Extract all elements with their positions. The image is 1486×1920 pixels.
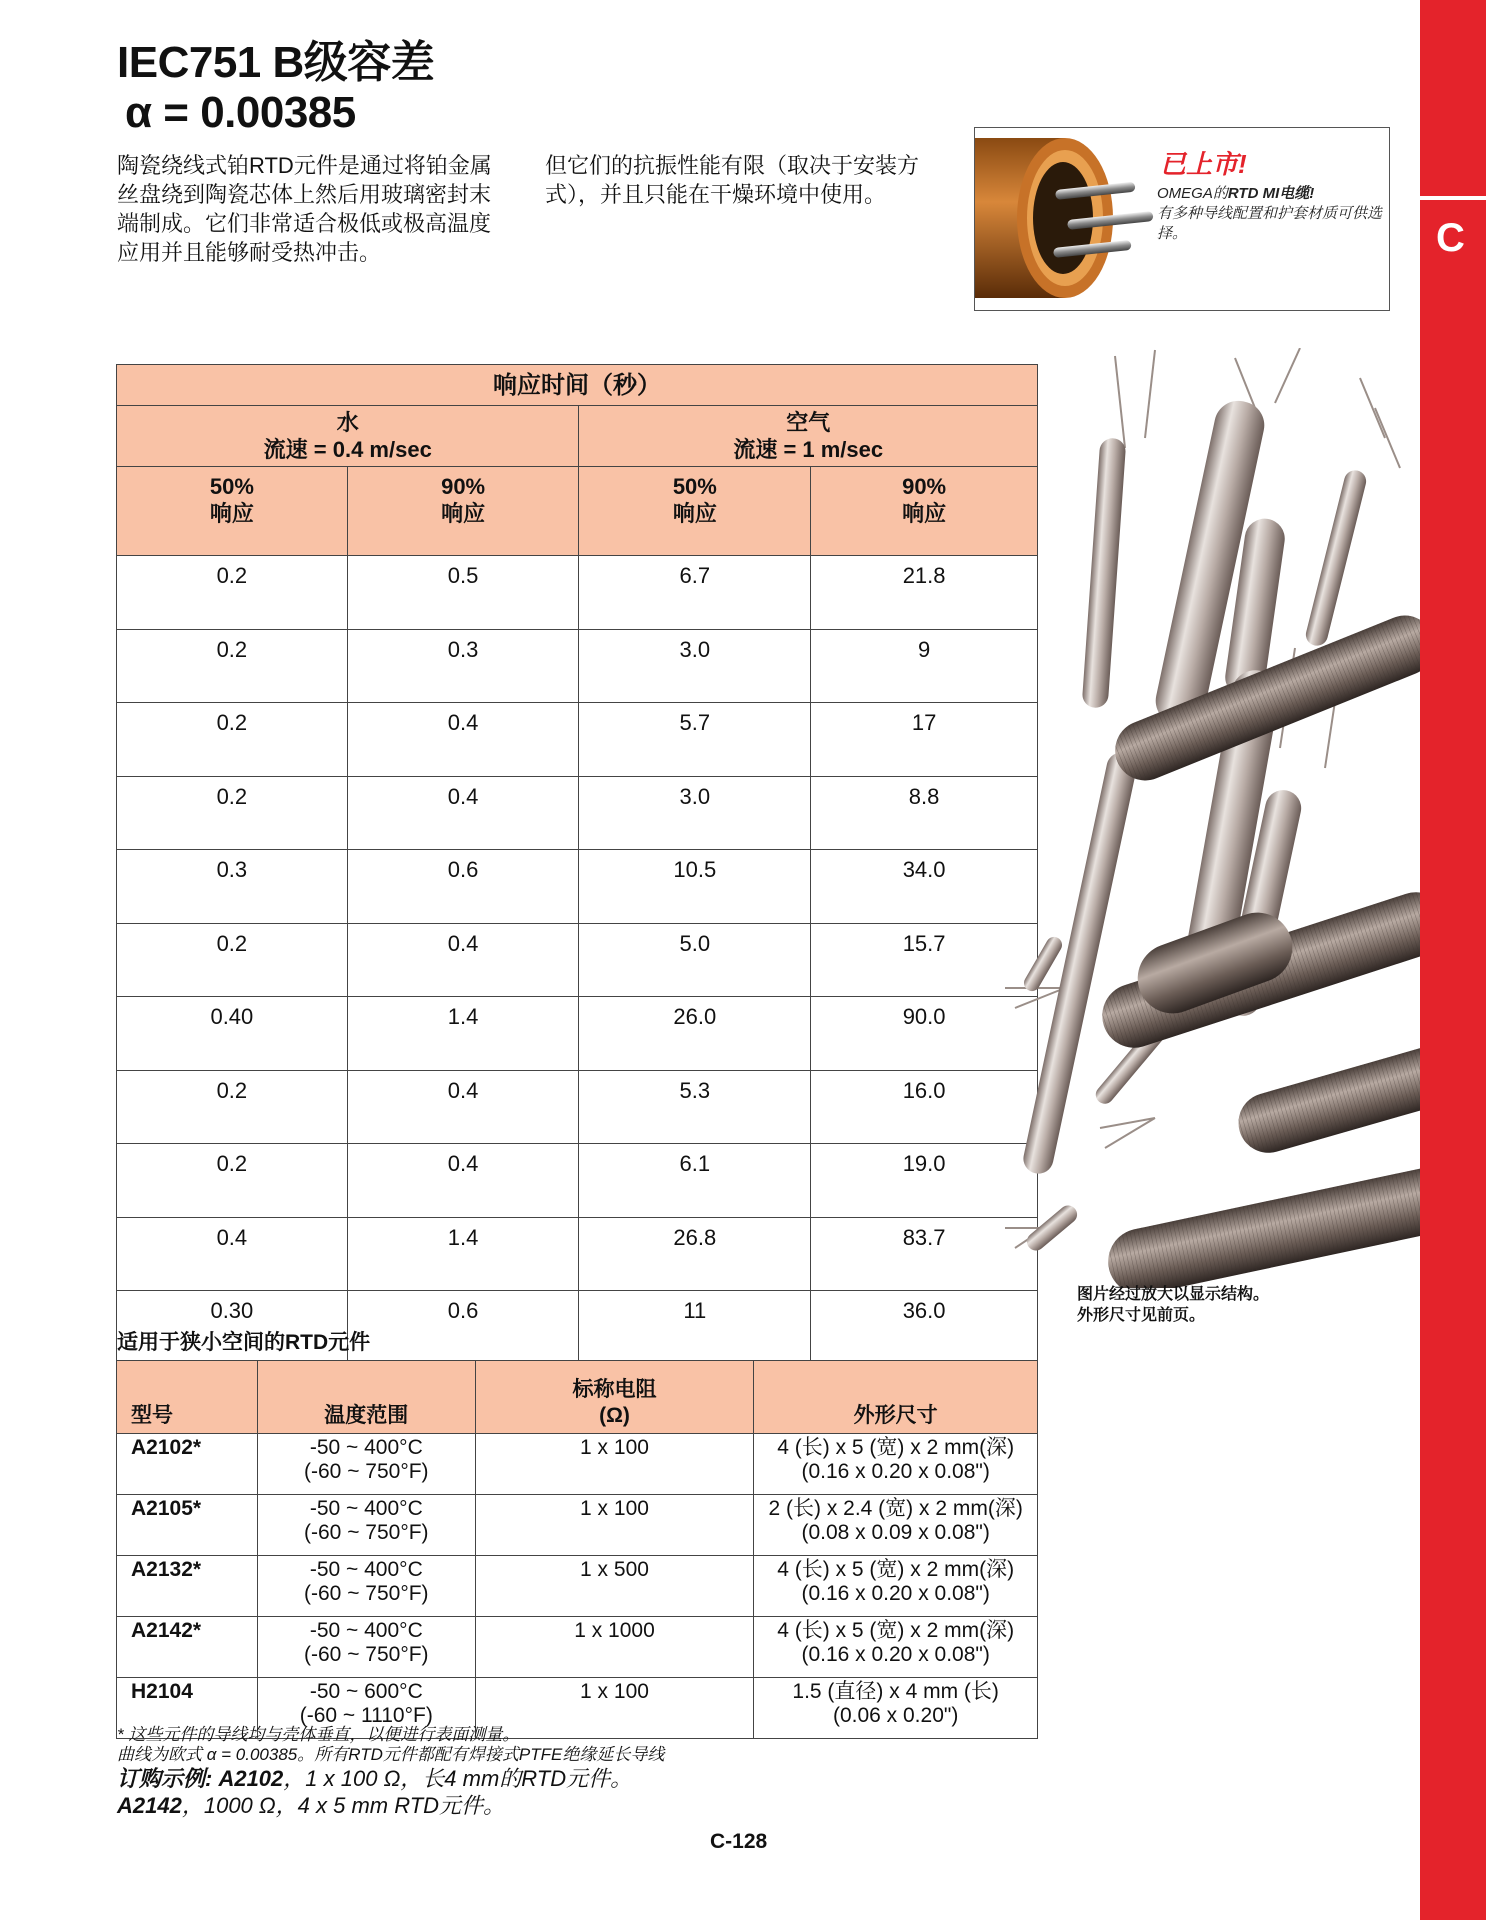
promo-text	[1157, 184, 1382, 244]
dim-in: (0.08 x 0.09 x 0.08")	[801, 1521, 990, 1544]
model-cell: A2105*	[117, 1495, 258, 1556]
temp-c: -50 ~ 400°C	[309, 1436, 423, 1459]
page-number: C-128	[710, 1830, 768, 1853]
temp-c: -50 ~ 400°C	[309, 1558, 423, 1581]
col-pct: 50%	[672, 474, 717, 499]
resistance-cell: 1 x 1000	[475, 1617, 754, 1678]
dim-mm: 4 (长) x 5 (宽) x 2 mm(深)	[777, 1436, 1015, 1459]
temp-f: (-60 ~ 750°F)	[304, 1582, 429, 1605]
temp-f: (-60 ~ 750°F)	[304, 1643, 429, 1666]
table-cell: 0.4	[347, 1070, 579, 1144]
temp-cell	[257, 1434, 475, 1495]
col-header-resistance	[475, 1361, 754, 1434]
table-cell: 3.0	[579, 629, 811, 703]
table-cell: 0.3	[117, 850, 348, 924]
order-example-2	[117, 1792, 664, 1819]
order-model-1: A2102	[218, 1766, 284, 1791]
promo-title: 已上市!	[1160, 149, 1247, 179]
table-row	[117, 1556, 1038, 1617]
order-model-2: A2142	[117, 1793, 182, 1818]
table-cell: 0.3	[347, 629, 579, 703]
order-text-2: ，1000 Ω，4 x 5 mm RTD元件。	[181, 1793, 506, 1818]
table-cell: 17	[811, 703, 1038, 777]
table-cell: 0.2	[117, 1144, 348, 1218]
promo-product: RTD MI电缆!	[1227, 185, 1315, 202]
temp-c: -50 ~ 600°C	[309, 1680, 423, 1703]
promo-brand: OMEGA的	[1157, 185, 1228, 202]
dimension-cell	[754, 1495, 1038, 1556]
temp-cell	[257, 1556, 475, 1617]
dimension-cell	[754, 1678, 1038, 1739]
model-cell: A2102*	[117, 1434, 258, 1495]
table-cell: 0.6	[347, 850, 579, 924]
table-cell: 36.0	[811, 1291, 1038, 1365]
air-flow: 流速 = 1 m/sec	[733, 437, 884, 462]
table-row	[117, 1434, 1038, 1495]
table-cell: 0.4	[347, 923, 579, 997]
table-row	[117, 1617, 1038, 1678]
order-example-1	[117, 1765, 664, 1792]
resistance-cell: 1 x 100	[475, 1495, 754, 1556]
dim-in: (0.16 x 0.20 x 0.08")	[801, 1460, 990, 1483]
table-cell: 90.0	[811, 997, 1038, 1071]
table-cell: 5.0	[579, 923, 811, 997]
temp-cell	[257, 1495, 475, 1556]
response-time-table	[116, 364, 1038, 1365]
table-cell: 6.1	[579, 1144, 811, 1218]
dimension-cell	[754, 1617, 1038, 1678]
intro-right: 但它们的抗振性能有限（取决于安装方式），并且只能在干燥环境中使用。	[545, 153, 920, 207]
figure-caption-line: 图片经过放大以显示结构。	[1077, 1286, 1270, 1303]
col-header-model: 型号	[117, 1361, 258, 1434]
col-pct: 90%	[441, 474, 486, 499]
water-flow: 流速 = 0.4 m/sec	[263, 437, 432, 462]
temp-cell	[257, 1617, 475, 1678]
table-cell: 6.7	[579, 556, 811, 630]
col-header	[117, 467, 348, 556]
table-cell: 16.0	[811, 1070, 1038, 1144]
footnote-1: * 这些元件的导线均与壳体垂直，以便进行表面测量。	[117, 1725, 520, 1744]
table-row	[117, 997, 1038, 1071]
table-cell: 0.4	[347, 776, 579, 850]
dim-in: (0.16 x 0.20 x 0.08")	[801, 1582, 990, 1605]
temp-c: -50 ~ 400°C	[309, 1497, 423, 1520]
table-cell: 0.2	[117, 703, 348, 777]
table-cell: 26.0	[579, 997, 811, 1071]
resistance-cell: 1 x 500	[475, 1556, 754, 1617]
col-header-resistance-unit: (Ω)	[599, 1404, 630, 1427]
table-cell: 0.2	[117, 776, 348, 850]
table-cell: 0.4	[347, 703, 579, 777]
temp-f: (-60 ~ 750°F)	[304, 1521, 429, 1544]
air-label: 空气	[786, 410, 831, 435]
table-cell: 34.0	[811, 850, 1038, 924]
table-row	[117, 703, 1038, 777]
table-cell: 21.8	[811, 556, 1038, 630]
table-row	[117, 629, 1038, 703]
section-tab[interactable]	[1420, 198, 1486, 1080]
col-label: 响应	[672, 501, 717, 526]
table-cell: 26.8	[579, 1217, 811, 1291]
table-row	[117, 1495, 1038, 1556]
figure-caption	[1077, 1284, 1269, 1326]
section-tab-label: C	[1436, 216, 1465, 260]
table-cell: 1.4	[347, 997, 579, 1071]
table-row	[117, 1070, 1038, 1144]
table-row	[117, 776, 1038, 850]
table-cell: 9	[811, 629, 1038, 703]
response-table-title: 响应时间（秒）	[117, 365, 1038, 406]
table-row	[117, 1144, 1038, 1218]
table-cell: 15.7	[811, 923, 1038, 997]
dim-in: (0.16 x 0.20 x 0.08")	[801, 1643, 990, 1666]
table-cell: 10.5	[579, 850, 811, 924]
dim-in: (0.06 x 0.20")	[832, 1704, 959, 1727]
col-header	[579, 467, 811, 556]
air-header	[579, 406, 1038, 467]
table-cell: 19.0	[811, 1144, 1038, 1218]
table-cell: 5.7	[579, 703, 811, 777]
table-cell: 0.5	[347, 556, 579, 630]
col-label: 响应	[902, 501, 947, 526]
col-header-resistance-line: 标称电阻	[572, 1378, 657, 1401]
page-title	[117, 38, 434, 138]
table-cell: 0.30	[117, 1291, 348, 1365]
dim-mm: 4 (长) x 5 (宽) x 2 mm(深)	[777, 1558, 1015, 1581]
table-cell: 0.2	[117, 1070, 348, 1144]
table-cell: 0.2	[117, 556, 348, 630]
promo-box	[974, 127, 1390, 311]
col-header	[811, 467, 1038, 556]
col-label: 响应	[441, 501, 486, 526]
model-cell: A2142*	[117, 1617, 258, 1678]
water-header	[117, 406, 579, 467]
col-header	[347, 467, 579, 556]
order-text-1: ，1 x 100 Ω，长4 mm的RTD元件。	[283, 1766, 633, 1791]
table-cell: 83.7	[811, 1217, 1038, 1291]
col-pct: 90%	[902, 474, 947, 499]
col-header-temp: 温度范围	[257, 1361, 475, 1434]
water-label: 水	[336, 410, 359, 435]
table-cell: 0.2	[117, 923, 348, 997]
table-cell: 5.3	[579, 1070, 811, 1144]
dim-mm: 2 (长) x 2.4 (宽) x 2 mm(深)	[768, 1497, 1023, 1520]
col-label: 响应	[209, 501, 254, 526]
mi-cable-icon	[975, 128, 1155, 310]
intro-left: 陶瓷绕线式铂RTD元件是通过将铂金属丝盘绕到陶瓷芯体上然后用玻璃密封末端制成。它们非常适合极低或极高温度应用并且能够耐受热冲击。	[117, 153, 492, 265]
table-row	[117, 1217, 1038, 1291]
dimension-cell	[754, 1556, 1038, 1617]
footnote-2: 曲线为欧式 α = 0.00385。所有RTD元件都配有焊接式PTFE绝缘延长导线	[117, 1745, 665, 1764]
table-cell: 11	[579, 1291, 811, 1365]
table-cell: 1.4	[347, 1217, 579, 1291]
resistance-cell: 1 x 100	[475, 1434, 754, 1495]
table-cell: 3.0	[579, 776, 811, 850]
title-line-2: α = 0.00385	[125, 88, 356, 137]
temp-f: (-60 ~ 750°F)	[304, 1460, 429, 1483]
col-pct: 50%	[209, 474, 254, 499]
rtd-elements-photo	[1005, 348, 1420, 1288]
table-row	[117, 923, 1038, 997]
footnotes	[117, 1725, 664, 1819]
resistance-cell: 1 x 100	[475, 1678, 754, 1739]
table-row	[117, 850, 1038, 924]
figure-caption-line: 外形尺寸见前页。	[1077, 1307, 1206, 1324]
temp-f: (-60 ~ 1110°F)	[299, 1704, 433, 1727]
table-row	[117, 556, 1038, 630]
temp-c: -50 ~ 400°C	[309, 1619, 423, 1642]
promo-desc: 有多种导线配置和护套材质可供选择。	[1157, 205, 1383, 242]
order-label: 订购示例:	[117, 1766, 213, 1791]
title-line-1: IEC751 B级容差	[117, 38, 435, 87]
table-cell: 8.8	[811, 776, 1038, 850]
table-cell: 0.2	[117, 629, 348, 703]
table-cell: 0.4	[347, 1144, 579, 1218]
model-cell: H2104	[117, 1678, 258, 1739]
dimension-cell	[754, 1434, 1038, 1495]
table-cell: 0.6	[347, 1291, 579, 1365]
dim-mm: 4 (长) x 5 (宽) x 2 mm(深)	[777, 1619, 1015, 1642]
spec-heading: 适用于狭小空间的RTD元件	[117, 1331, 371, 1354]
table-cell: 0.40	[117, 997, 348, 1071]
dim-mm: 1.5 (直径) x 4 mm (长)	[792, 1680, 999, 1703]
model-cell: A2132*	[117, 1556, 258, 1617]
spec-table	[116, 1360, 1038, 1739]
table-cell: 0.4	[117, 1217, 348, 1291]
col-header-dimensions: 外形尺寸	[754, 1361, 1038, 1434]
